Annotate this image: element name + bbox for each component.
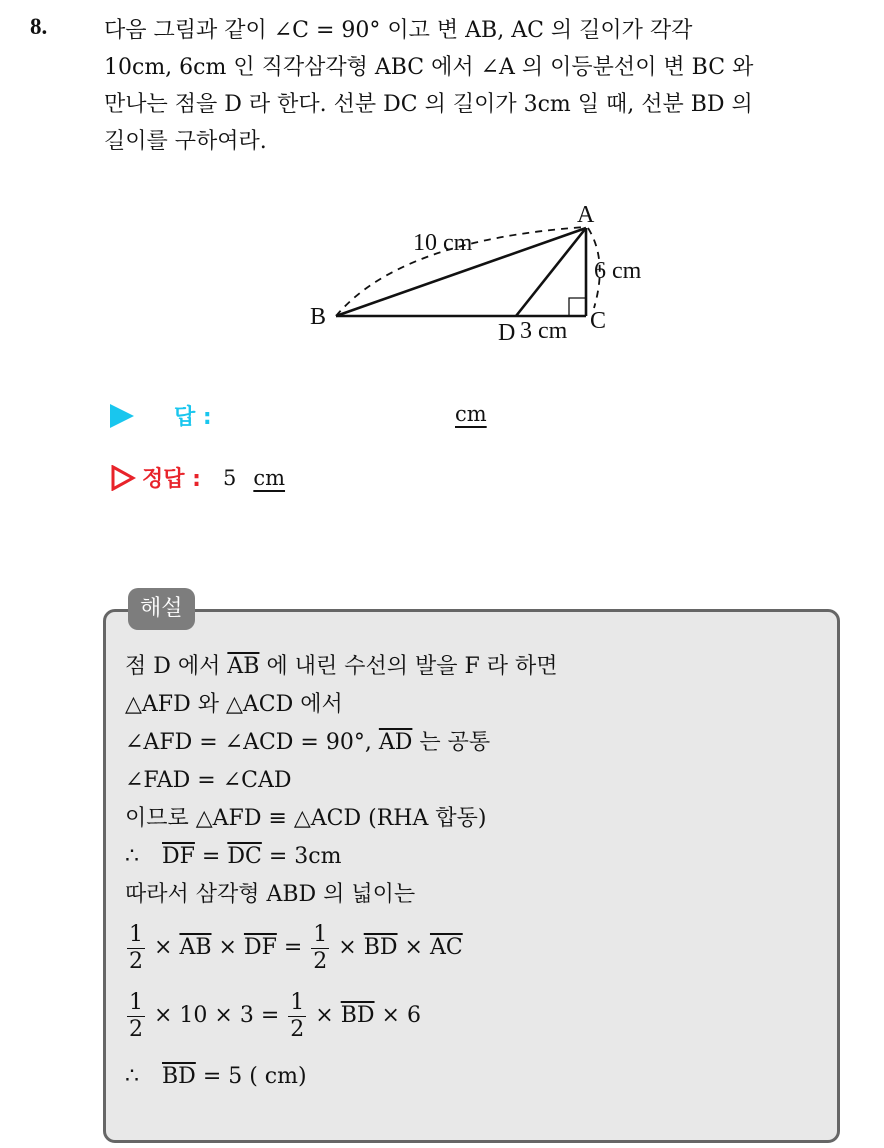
segment-df: $\overline{DF}$ (162, 844, 195, 869)
solution-text: ∠AFD = ∠ACD = 90°, (125, 730, 372, 755)
solution-text: 에 내린 수선의 발을 F 라 하면 (266, 654, 558, 679)
question-line: 10cm, 6cm 인 직각삼각형 ABC 에서 ∠A 의 이등분선이 변 BC 와 (104, 55, 754, 80)
question-number: 8. (30, 14, 48, 39)
answer-label: 답 : (174, 405, 212, 430)
times-sign: × (404, 935, 423, 960)
correct-answer-unit: cm (253, 465, 286, 490)
segment-df: $\overline{DF}$ (243, 935, 277, 960)
solution-line: ∠FAD = ∠CAD (125, 768, 292, 793)
fraction-half: $\frac{1}{2}$ (129, 921, 143, 974)
label-ac-length: 6 cm (594, 258, 642, 284)
segment-bd: $\overline{BD}$ (340, 1003, 375, 1028)
play-arrow-icon (110, 404, 134, 428)
solution-text: 점 D 에서 (125, 654, 221, 679)
solution-line: △AFD 와 △ACD 에서 (125, 692, 343, 717)
correct-answer-row (110, 462, 288, 493)
fraction-half: $\frac{1}{2}$ (313, 921, 328, 974)
answer-row (110, 400, 212, 431)
vertex-c-label: C (590, 308, 607, 334)
question-line: 만나는 점을 D 라 한다. 선분 DC 의 길이가 3cm 일 때, 선분 BD 의 (104, 92, 753, 117)
segment-bd: $\overline{BD}$ (363, 935, 398, 960)
label-ab-length: 10 cm (413, 230, 473, 256)
vertex-d-label: D (498, 320, 516, 346)
times-sign: × (154, 935, 173, 960)
correct-answer-label: 정답 : (142, 467, 201, 492)
solution-text: = 3cm (268, 844, 342, 869)
vertex-b-label: B (310, 304, 327, 330)
solution-line (125, 648, 557, 686)
fraction-half: $\frac{1}{2}$ (290, 989, 305, 1042)
outline-arrow-icon (110, 465, 136, 491)
segment-bd: $\overline{BD}$ (162, 1064, 196, 1089)
segment-ab: $\overline{AB}$ (227, 654, 260, 679)
solution-text: 는 공통 (419, 730, 491, 755)
equals-sign: = (283, 935, 303, 960)
therefore-symbol: ∴ (125, 844, 139, 869)
solution-line: 이므로 △AFD ≡ △ACD (RHA 합동) (125, 806, 487, 831)
label-dc-length: 3 cm (520, 318, 568, 344)
solution-final-line (125, 1058, 557, 1096)
segment-ad: $\overline{AD}$ (378, 730, 413, 755)
question-line: 길이를 구하여라. (104, 129, 267, 154)
therefore-symbol: ∴ (125, 1064, 139, 1089)
correct-answer-value: 5 (222, 465, 237, 490)
segment-ac: $\overline{AC}$ (429, 935, 463, 960)
area-equation-line (125, 914, 557, 982)
equals-sign: = (201, 844, 221, 869)
solution-line: 따라서 삼각형 ABD 의 넓이는 (125, 882, 416, 907)
answer-unit: cm (455, 402, 487, 426)
segment-dc: $\overline{DC}$ (227, 844, 262, 869)
solution-text: = 5 ( cm) (202, 1064, 307, 1089)
question-line: 다음 그림과 같이 ∠C = 90° 이고 변 AB, AC 의 길이가 각각 (104, 18, 693, 43)
solution-text: × 10 × 3 = (154, 1003, 280, 1028)
numeric-equation-line (125, 982, 557, 1050)
times-sign: × (218, 935, 237, 960)
times-sign: × (338, 935, 357, 960)
right-angle-mark (569, 298, 586, 316)
solution-body (125, 648, 557, 1096)
times-sign: × (315, 1003, 334, 1028)
triangle-figure (290, 190, 670, 350)
question-text (104, 12, 860, 160)
fraction-half: $\frac{1}{2}$ (129, 989, 143, 1042)
solution-line (125, 724, 557, 762)
segment-ab: $\overline{AB}$ (179, 935, 212, 960)
solution-line (125, 838, 557, 876)
vertex-a-label: A (577, 202, 595, 228)
solution-text: × 6 (381, 1003, 421, 1028)
solution-tag: 해설 (128, 588, 195, 630)
